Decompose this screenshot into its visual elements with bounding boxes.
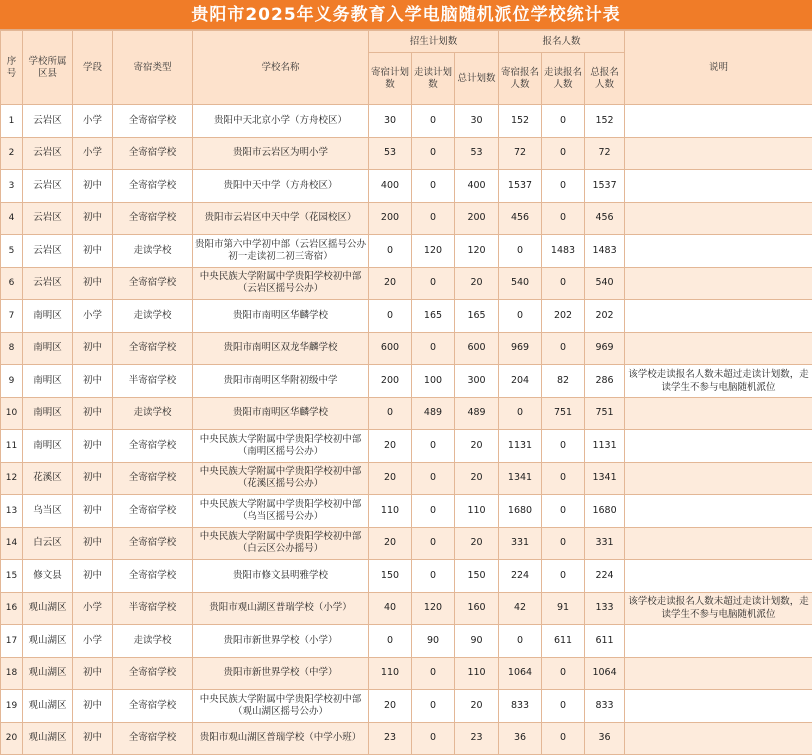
row-plan-day: 489	[412, 397, 455, 430]
row-plan-board: 0	[369, 625, 412, 658]
row-seq: 16	[1, 592, 23, 625]
row-type: 全寄宿学校	[113, 495, 193, 528]
row-seq: 20	[1, 722, 23, 755]
row-plan-day: 0	[412, 527, 455, 560]
page-title: 贵阳市2025年义务教育入学电脑随机派位学校统计表	[0, 0, 812, 30]
row-school: 贵阳市观山湖区普瑞学校（小学）	[193, 592, 369, 625]
header-plan-total: 总计划数	[455, 53, 499, 105]
row-plan-board: 400	[369, 170, 412, 203]
row-plan-total: 200	[455, 202, 499, 235]
row-type: 全寄宿学校	[113, 690, 193, 723]
row-seq: 8	[1, 332, 23, 365]
row-plan-day: 90	[412, 625, 455, 658]
row-level: 初中	[73, 462, 113, 495]
table-row	[1, 397, 812, 430]
row-reg-board: 0	[499, 625, 542, 658]
row-note	[625, 527, 812, 560]
row-plan-total: 20	[455, 690, 499, 723]
row-type: 全寄宿学校	[113, 137, 193, 170]
row-note	[625, 137, 812, 170]
row-level: 初中	[73, 332, 113, 365]
row-plan-board: 200	[369, 202, 412, 235]
row-note: 该学校走读报名人数未超过走读计划数，走读学生不参与电脑随机派位	[625, 592, 812, 625]
row-plan-board: 0	[369, 397, 412, 430]
row-school: 贵阳中天中学（方舟校区）	[193, 170, 369, 203]
row-reg-day: 751	[542, 397, 585, 430]
row-type: 全寄宿学校	[113, 430, 193, 463]
row-reg-day: 0	[542, 202, 585, 235]
row-plan-board: 150	[369, 560, 412, 593]
row-seq: 19	[1, 690, 23, 723]
row-reg-day: 0	[542, 170, 585, 203]
row-seq: 13	[1, 495, 23, 528]
row-reg-board: 969	[499, 332, 542, 365]
table-row	[1, 430, 812, 463]
row-reg-board: 0	[499, 235, 542, 268]
table-row	[1, 560, 812, 593]
row-reg-total: 36	[585, 722, 625, 755]
table-body	[1, 105, 812, 755]
row-level: 小学	[73, 625, 113, 658]
row-school: 贵阳市新世界学校（中学）	[193, 657, 369, 690]
row-plan-board: 600	[369, 332, 412, 365]
row-reg-total: 72	[585, 137, 625, 170]
row-note	[625, 397, 812, 430]
row-reg-day: 0	[542, 105, 585, 138]
header-type: 寄宿类型	[113, 31, 193, 105]
row-plan-total: 53	[455, 137, 499, 170]
row-reg-board: 1537	[499, 170, 542, 203]
row-plan-total: 20	[455, 527, 499, 560]
row-reg-day: 0	[542, 267, 585, 300]
row-level: 初中	[73, 690, 113, 723]
row-note	[625, 202, 812, 235]
row-plan-day: 0	[412, 657, 455, 690]
row-type: 全寄宿学校	[113, 332, 193, 365]
row-plan-board: 0	[369, 300, 412, 333]
row-reg-total: 202	[585, 300, 625, 333]
row-plan-board: 53	[369, 137, 412, 170]
row-note	[625, 625, 812, 658]
row-type: 全寄宿学校	[113, 170, 193, 203]
table-row	[1, 495, 812, 528]
row-note	[625, 657, 812, 690]
row-reg-total: 224	[585, 560, 625, 593]
row-district: 云岩区	[23, 170, 73, 203]
row-reg-day: 0	[542, 527, 585, 560]
row-seq: 5	[1, 235, 23, 268]
header-reg-day: 走读报名人数	[542, 53, 585, 105]
row-reg-day: 0	[542, 332, 585, 365]
row-level: 初中	[73, 397, 113, 430]
row-district: 云岩区	[23, 105, 73, 138]
row-seq: 10	[1, 397, 23, 430]
row-plan-board: 20	[369, 267, 412, 300]
row-level: 初中	[73, 202, 113, 235]
row-note	[625, 105, 812, 138]
table-row	[1, 462, 812, 495]
row-reg-board: 540	[499, 267, 542, 300]
row-plan-day: 165	[412, 300, 455, 333]
row-type: 走读学校	[113, 397, 193, 430]
row-reg-total: 133	[585, 592, 625, 625]
row-plan-board: 23	[369, 722, 412, 755]
row-note	[625, 332, 812, 365]
row-reg-day: 0	[542, 560, 585, 593]
row-reg-board: 36	[499, 722, 542, 755]
row-plan-day: 0	[412, 495, 455, 528]
row-seq: 3	[1, 170, 23, 203]
row-reg-total: 1064	[585, 657, 625, 690]
row-type: 半寄宿学校	[113, 592, 193, 625]
row-district: 云岩区	[23, 202, 73, 235]
row-seq: 6	[1, 267, 23, 300]
row-plan-day: 0	[412, 202, 455, 235]
row-district: 南明区	[23, 430, 73, 463]
row-note	[625, 170, 812, 203]
row-plan-day: 0	[412, 170, 455, 203]
row-school: 贵阳市云岩区中天中学（花园校区）	[193, 202, 369, 235]
row-reg-day: 0	[542, 495, 585, 528]
school-stats-table	[0, 30, 812, 755]
row-reg-board: 0	[499, 300, 542, 333]
row-district: 南明区	[23, 300, 73, 333]
row-district: 乌当区	[23, 495, 73, 528]
row-seq: 15	[1, 560, 23, 593]
row-plan-day: 0	[412, 722, 455, 755]
row-school: 贵阳市新世界学校（小学）	[193, 625, 369, 658]
row-plan-board: 110	[369, 657, 412, 690]
row-type: 走读学校	[113, 300, 193, 333]
row-reg-board: 1131	[499, 430, 542, 463]
row-type: 半寄宿学校	[113, 365, 193, 398]
row-school: 贵阳市南明区华麟学校	[193, 300, 369, 333]
row-reg-board: 456	[499, 202, 542, 235]
row-reg-total: 751	[585, 397, 625, 430]
row-reg-total: 331	[585, 527, 625, 560]
row-seq: 14	[1, 527, 23, 560]
row-seq: 17	[1, 625, 23, 658]
row-school: 贵阳市南明区华附初级中学	[193, 365, 369, 398]
row-plan-total: 120	[455, 235, 499, 268]
row-plan-total: 110	[455, 657, 499, 690]
row-reg-total: 833	[585, 690, 625, 723]
row-seq: 11	[1, 430, 23, 463]
row-seq: 1	[1, 105, 23, 138]
row-reg-total: 286	[585, 365, 625, 398]
row-plan-board: 110	[369, 495, 412, 528]
row-reg-day: 0	[542, 690, 585, 723]
header-reg-group: 报名人数	[499, 31, 625, 53]
row-plan-board: 20	[369, 527, 412, 560]
row-reg-day: 0	[542, 722, 585, 755]
row-reg-day: 0	[542, 462, 585, 495]
row-district: 观山湖区	[23, 657, 73, 690]
table-row	[1, 625, 812, 658]
row-plan-day: 0	[412, 137, 455, 170]
table-row	[1, 202, 812, 235]
row-level: 初中	[73, 722, 113, 755]
row-school: 中央民族大学附属中学贵阳学校初中部（白云区公办摇号）	[193, 527, 369, 560]
row-reg-board: 0	[499, 397, 542, 430]
row-reg-board: 72	[499, 137, 542, 170]
row-plan-board: 200	[369, 365, 412, 398]
row-note	[625, 267, 812, 300]
row-plan-total: 300	[455, 365, 499, 398]
row-district: 观山湖区	[23, 592, 73, 625]
row-plan-total: 90	[455, 625, 499, 658]
header-seq: 序号	[1, 31, 23, 105]
row-plan-day: 120	[412, 235, 455, 268]
row-reg-board: 833	[499, 690, 542, 723]
row-plan-total: 20	[455, 462, 499, 495]
row-district: 南明区	[23, 365, 73, 398]
row-level: 初中	[73, 560, 113, 593]
row-seq: 9	[1, 365, 23, 398]
row-note	[625, 235, 812, 268]
row-reg-board: 152	[499, 105, 542, 138]
row-type: 走读学校	[113, 625, 193, 658]
row-reg-total: 1537	[585, 170, 625, 203]
row-reg-day: 82	[542, 365, 585, 398]
table-row	[1, 527, 812, 560]
row-plan-total: 30	[455, 105, 499, 138]
row-type: 走读学校	[113, 235, 193, 268]
table-row	[1, 722, 812, 755]
row-district: 观山湖区	[23, 722, 73, 755]
row-level: 初中	[73, 235, 113, 268]
row-seq: 12	[1, 462, 23, 495]
row-reg-board: 331	[499, 527, 542, 560]
row-reg-day: 0	[542, 430, 585, 463]
row-type: 全寄宿学校	[113, 267, 193, 300]
row-school: 贵阳市观山湖区普瑞学校（中学小班）	[193, 722, 369, 755]
row-district: 南明区	[23, 397, 73, 430]
row-school: 中央民族大学附属中学贵阳学校初中部（南明区摇号公办）	[193, 430, 369, 463]
row-plan-total: 600	[455, 332, 499, 365]
row-district: 云岩区	[23, 137, 73, 170]
row-district: 南明区	[23, 332, 73, 365]
row-reg-board: 204	[499, 365, 542, 398]
header-plan-group: 招生计划数	[369, 31, 499, 53]
header-level: 学段	[73, 31, 113, 105]
row-reg-total: 1483	[585, 235, 625, 268]
row-school: 贵阳市云岩区为明小学	[193, 137, 369, 170]
row-district: 修文县	[23, 560, 73, 593]
row-school: 贵阳市南明区华麟学校	[193, 397, 369, 430]
row-plan-day: 0	[412, 462, 455, 495]
row-district: 观山湖区	[23, 690, 73, 723]
header-note: 说明	[625, 31, 812, 105]
row-level: 小学	[73, 137, 113, 170]
row-district: 云岩区	[23, 267, 73, 300]
row-note	[625, 722, 812, 755]
row-school: 贵阳市南明区双龙华麟学校	[193, 332, 369, 365]
row-note	[625, 560, 812, 593]
row-plan-total: 160	[455, 592, 499, 625]
row-level: 初中	[73, 527, 113, 560]
row-level: 初中	[73, 267, 113, 300]
row-school: 中央民族大学附属中学贵阳学校初中部（观山湖区摇号公办）	[193, 690, 369, 723]
row-reg-total: 1680	[585, 495, 625, 528]
row-school: 中央民族大学附属中学贵阳学校初中部（花溪区摇号公办）	[193, 462, 369, 495]
row-level: 初中	[73, 170, 113, 203]
row-district: 观山湖区	[23, 625, 73, 658]
table-row	[1, 690, 812, 723]
row-note	[625, 430, 812, 463]
row-level: 初中	[73, 657, 113, 690]
row-plan-total: 150	[455, 560, 499, 593]
row-note: 该学校走读报名人数未超过走读计划数，走读学生不参与电脑随机派位	[625, 365, 812, 398]
row-reg-total: 969	[585, 332, 625, 365]
row-reg-board: 1680	[499, 495, 542, 528]
table-row	[1, 170, 812, 203]
table-row	[1, 235, 812, 268]
row-district: 云岩区	[23, 235, 73, 268]
row-plan-total: 165	[455, 300, 499, 333]
header-plan-day: 走读计划数	[412, 53, 455, 105]
row-reg-total: 1131	[585, 430, 625, 463]
row-reg-board: 1341	[499, 462, 542, 495]
table-row	[1, 267, 812, 300]
row-plan-board: 20	[369, 462, 412, 495]
row-plan-day: 0	[412, 105, 455, 138]
row-plan-total: 20	[455, 430, 499, 463]
row-plan-board: 20	[369, 690, 412, 723]
row-type: 全寄宿学校	[113, 462, 193, 495]
row-school: 中央民族大学附属中学贵阳学校初中部（云岩区摇号公办）	[193, 267, 369, 300]
row-reg-day: 611	[542, 625, 585, 658]
row-school: 中央民族大学附属中学贵阳学校初中部（乌当区摇号公办）	[193, 495, 369, 528]
table-row	[1, 332, 812, 365]
row-level: 小学	[73, 105, 113, 138]
table-row	[1, 300, 812, 333]
row-seq: 18	[1, 657, 23, 690]
row-type: 全寄宿学校	[113, 527, 193, 560]
row-district: 花溪区	[23, 462, 73, 495]
table-row	[1, 105, 812, 138]
row-reg-day: 91	[542, 592, 585, 625]
row-type: 全寄宿学校	[113, 657, 193, 690]
header-district: 学校所属区县	[23, 31, 73, 105]
row-type: 全寄宿学校	[113, 560, 193, 593]
row-plan-day: 0	[412, 267, 455, 300]
row-level: 初中	[73, 430, 113, 463]
header-reg-board: 寄宿报名人数	[499, 53, 542, 105]
row-note	[625, 300, 812, 333]
row-plan-board: 0	[369, 235, 412, 268]
row-plan-total: 489	[455, 397, 499, 430]
row-plan-day: 0	[412, 332, 455, 365]
row-reg-board: 42	[499, 592, 542, 625]
row-reg-board: 224	[499, 560, 542, 593]
row-type: 全寄宿学校	[113, 105, 193, 138]
row-level: 初中	[73, 495, 113, 528]
row-plan-board: 20	[369, 430, 412, 463]
row-school: 贵阳中天北京小学（方舟校区）	[193, 105, 369, 138]
header-plan-board: 寄宿计划数	[369, 53, 412, 105]
row-plan-total: 110	[455, 495, 499, 528]
row-reg-day: 0	[542, 657, 585, 690]
row-seq: 2	[1, 137, 23, 170]
row-reg-day: 0	[542, 137, 585, 170]
row-plan-total: 23	[455, 722, 499, 755]
row-plan-board: 40	[369, 592, 412, 625]
row-plan-day: 120	[412, 592, 455, 625]
row-type: 全寄宿学校	[113, 202, 193, 235]
header-school: 学校名称	[193, 31, 369, 105]
row-reg-day: 1483	[542, 235, 585, 268]
row-note	[625, 690, 812, 723]
row-reg-total: 1341	[585, 462, 625, 495]
header-reg-total: 总报名人数	[585, 53, 625, 105]
row-seq: 4	[1, 202, 23, 235]
row-plan-day: 100	[412, 365, 455, 398]
row-reg-total: 540	[585, 267, 625, 300]
row-level: 小学	[73, 300, 113, 333]
row-school: 贵阳市第六中学初中部（云岩区摇号公办 初一走读初二初三寄宿）	[193, 235, 369, 268]
row-reg-day: 202	[542, 300, 585, 333]
row-reg-total: 152	[585, 105, 625, 138]
table-row	[1, 365, 812, 398]
row-reg-board: 1064	[499, 657, 542, 690]
row-plan-total: 400	[455, 170, 499, 203]
table-row	[1, 592, 812, 625]
row-school: 贵阳市修文县明雅学校	[193, 560, 369, 593]
row-reg-total: 611	[585, 625, 625, 658]
row-plan-day: 0	[412, 560, 455, 593]
row-type: 全寄宿学校	[113, 722, 193, 755]
row-plan-day: 0	[412, 430, 455, 463]
row-district: 白云区	[23, 527, 73, 560]
row-plan-total: 20	[455, 267, 499, 300]
row-plan-board: 30	[369, 105, 412, 138]
table-row	[1, 657, 812, 690]
row-level: 初中	[73, 365, 113, 398]
row-note	[625, 495, 812, 528]
row-reg-total: 456	[585, 202, 625, 235]
row-plan-day: 0	[412, 690, 455, 723]
row-note	[625, 462, 812, 495]
row-level: 小学	[73, 592, 113, 625]
row-seq: 7	[1, 300, 23, 333]
table-row	[1, 137, 812, 170]
